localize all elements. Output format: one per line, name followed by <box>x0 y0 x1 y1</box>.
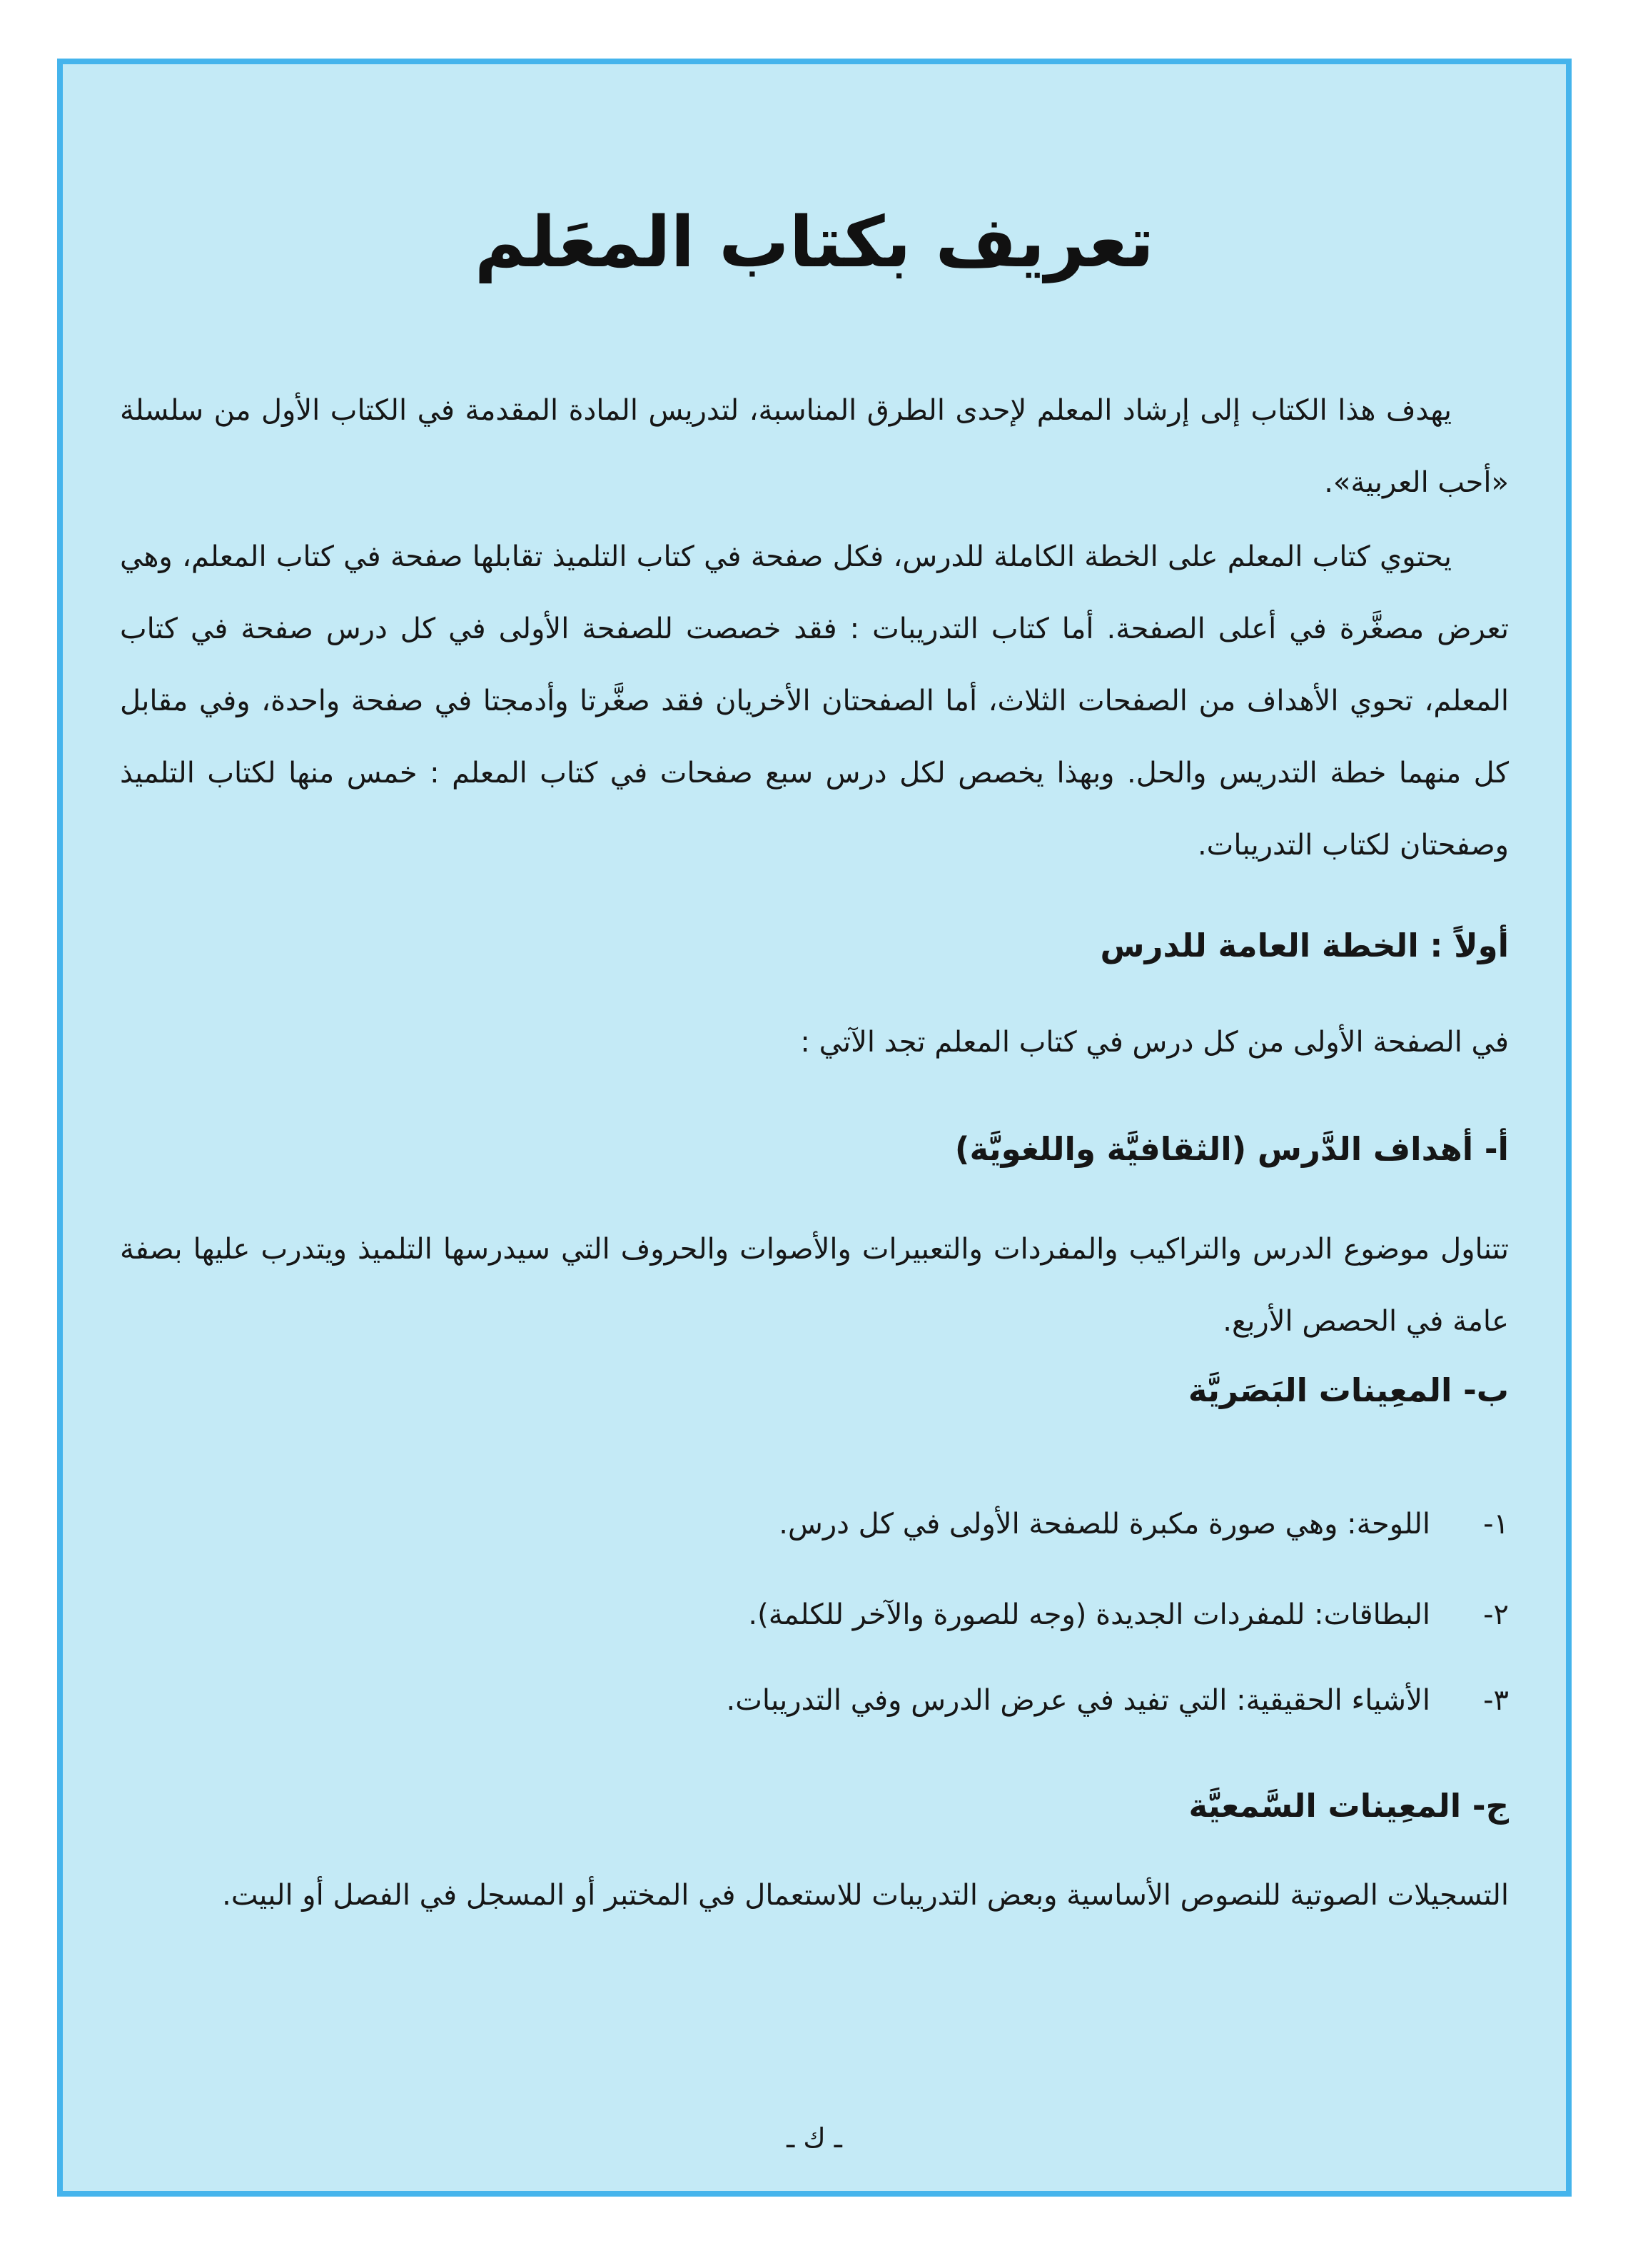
visual-aid-text: البطاقات: للمفردات الجديدة (وجه للصورة والآخر للكلمة). <box>748 1598 1430 1631</box>
audio-aids-paragraph: التسجيلات الصوتية للنصوص الأساسية وبعض التدريبات للاستعمال في المختبر أو المسجل في الفصل أو البيت. <box>222 1879 1509 1912</box>
goals-heading: أ- أهداف الدَّرس (الثقافيَّة واللغويَّة) <box>954 1130 1509 1168</box>
overview-intro: في الصفحة الأولى من كل درس في كتاب المعلم تجد الآتي : <box>800 1026 1509 1059</box>
page-title: تعريف بكتاب المعَلم <box>474 202 1155 283</box>
visual-aid-text: اللوحة: وهي صورة مكبرة للصفحة الأولى في كل درس. <box>779 1508 1430 1541</box>
goals-paragraph: تتناول موضوع الدرس والتراكيب والمفردات والتعبيرات والأصوات والحروف التي سيدرسها التلميذ ويتدرب عليها بصفة عامة في الحصص الأربع. <box>120 1233 1509 1338</box>
content-frame <box>57 59 1572 2197</box>
visual-aid-item <box>748 1579 1509 1650</box>
page-number: ـ ك ـ <box>787 2122 842 2154</box>
visual-aid-number: ١- <box>1483 1508 1509 1541</box>
visual-aid-number: ٢- <box>1483 1598 1509 1631</box>
visual-aid-text: الأشياء الحقيقية: التي تفيد في عرض الدرس وفي التدريبات. <box>726 1684 1430 1717</box>
overview-heading: أولاً : الخطة العامة للدرس <box>1100 927 1509 964</box>
visual-aid-number: ٣- <box>1483 1684 1509 1717</box>
intro-paragraph: يهدف هذا الكتاب إلى إرشاد المعلم لإحدى الطرق المناسبة، لتدريس المادة المقدمة في الكتاب الأول من سلسلة «أحب العربية». <box>120 394 1509 499</box>
audio-aids-heading: ج- المعِينات السَّمعيَّة <box>1188 1787 1509 1825</box>
visual-aid-item <box>727 1665 1509 1736</box>
visual-aid-item <box>779 1488 1509 1560</box>
structure-paragraph: يحتوي كتاب المعلم على الخطة الكاملة للدرس، فكل صفحة في كتاب التلميذ تقابلها صفحة في كتاب المعلم، وهي تعرض مصغَّرة في أعلى الصفحة. أما كتاب التدريبات : فقد خصصت للصفحة الأولى في كل درس صفحة في كتاب المعلم، تحوي الأهداف من الصفحات الثلاث، أما الصفحتان الأخريان فقد صغَّرتا وأدمجتا في صفحة واحدة، وفي مقابل كل منهما خطة التدريس والحل. وبهذا يخصص لكل درس سبع صفحات في كتاب المعلم : خمس منها لكتاب التلميذ وصفحتان لكتاب التدريبات. <box>120 540 1509 862</box>
visual-aids-heading: ب- المعِينات البَصَريَّة <box>1188 1371 1509 1409</box>
